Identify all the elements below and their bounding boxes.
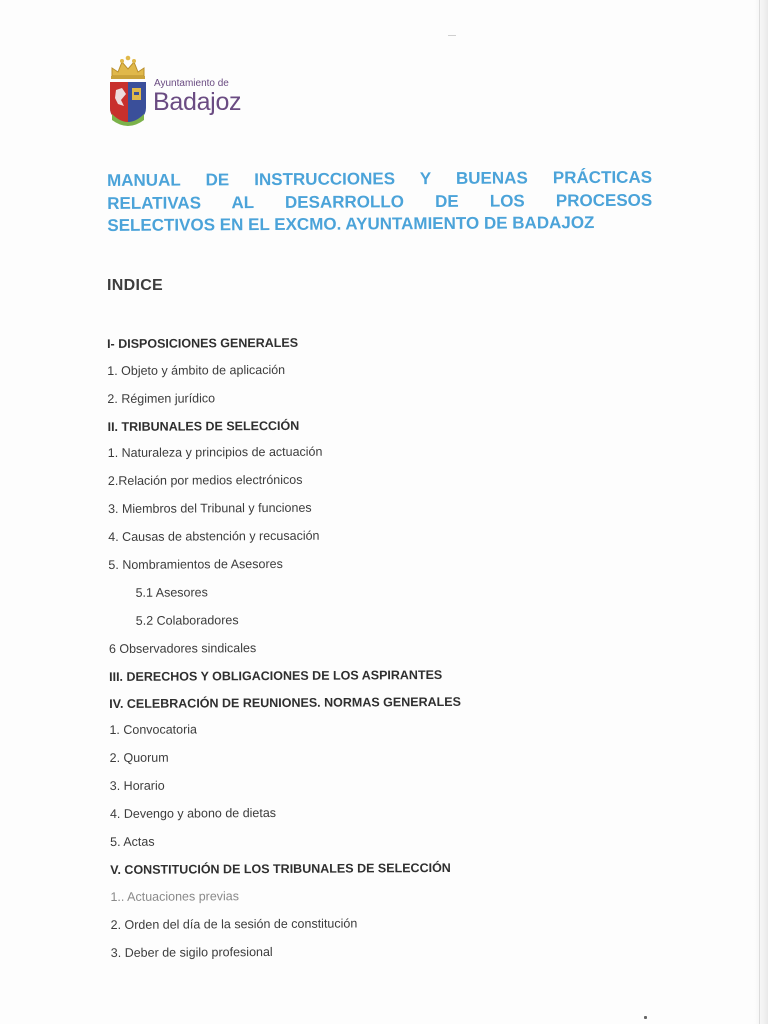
toc-section: I- DISPOSICIONES GENERALES <box>107 335 299 351</box>
toc-item: 3. Miembros del Tribunal y funciones <box>108 500 312 517</box>
toc-section: IV. CELEBRACIÓN DE REUNIONES. NORMAS GENERALES <box>109 694 461 711</box>
toc-item: 1.. Actuaciones previas <box>110 889 240 904</box>
document-title <box>107 167 652 238</box>
toc-item: 2.Relación por medios electrónicos <box>107 472 303 489</box>
toc-item: 3. Horario <box>109 779 165 794</box>
scan-speck <box>448 35 456 36</box>
toc-subitem: 5.1 Asesores <box>135 585 208 601</box>
toc-item: 5. Nombramientos de Asesores <box>108 557 283 573</box>
toc-section: V. CONSTITUCIÓN DE LOS TRIBUNALES DE SELECCIÓN <box>110 861 451 878</box>
toc-item: 1. Convocatoria <box>109 722 198 738</box>
title-line-2: RELATIVAS AL DESARROLLO DE LOS PROCESOS <box>107 190 653 213</box>
title-line-3: SELECTIVOS EN EL EXCMO. AYUNTAMIENTO DE BADAJOZ <box>107 213 595 235</box>
coat-of-arms-icon <box>106 54 150 130</box>
toc-item: 6 Observadores sindicales <box>108 641 257 657</box>
toc-item: 4. Causas de abstención y recusación <box>108 528 320 545</box>
toc-item: 2. Quorum <box>109 751 169 766</box>
toc-item: 3. Deber de sigilo profesional <box>110 944 273 960</box>
toc-item: 2. Régimen jurídico <box>107 390 216 406</box>
toc-item: 1. Naturaleza y principios de actuación <box>107 444 323 461</box>
logo-title: Badajoz <box>153 88 242 116</box>
page-shadow <box>754 0 768 1024</box>
toc-item: 5. Actas <box>110 835 155 850</box>
page-mark <box>644 1016 647 1019</box>
ayuntamiento-logo <box>106 54 266 130</box>
toc-section: II. TRIBUNALES DE SELECCIÓN <box>107 418 300 434</box>
table-of-contents <box>107 331 671 971</box>
title-line-1: MANUAL DE INSTRUCCIONES Y BUENAS PRÁCTICAS <box>107 167 653 190</box>
toc-item: 4. Devengo y abono de dietas <box>109 806 277 822</box>
index-heading: INDICE <box>107 277 164 294</box>
toc-subitem: 5.2 Colaboradores <box>135 613 239 629</box>
toc-section: III. DERECHOS Y OBLIGACIONES DE LOS ASPIRANTES <box>109 668 443 685</box>
logo-subtitle: Ayuntamiento de <box>154 78 229 89</box>
toc-item: 1. Objeto y ámbito de aplicación <box>107 362 286 378</box>
toc-item: 2. Orden del día de la sesión de constitución <box>110 916 358 932</box>
